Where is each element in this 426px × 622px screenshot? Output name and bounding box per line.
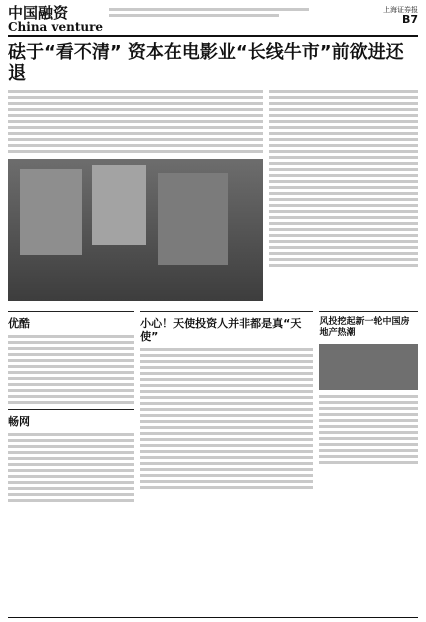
divider (8, 311, 134, 312)
photo-poster-1 (20, 169, 82, 255)
main-story-body (8, 90, 263, 153)
left-title-2: 畅网 (8, 415, 30, 428)
main-story-right (269, 90, 418, 301)
masthead-info-lines (109, 8, 383, 17)
masthead-left (8, 6, 103, 33)
page-number: B7 (401, 13, 418, 26)
main-photo (8, 159, 263, 301)
masthead-rule (8, 35, 418, 37)
left-title-1: 优酷 (8, 317, 30, 330)
masthead-right (383, 6, 418, 24)
divider (140, 311, 313, 312)
bottom-right-column (319, 311, 418, 502)
bottom-section (8, 311, 418, 502)
middle-body (140, 348, 313, 489)
main-story (8, 90, 418, 301)
photo-poster-3 (158, 173, 228, 265)
divider (319, 311, 418, 312)
page-footer-rule (8, 617, 418, 618)
right-body (319, 395, 418, 464)
right-photo (319, 344, 418, 390)
main-story-left (8, 90, 263, 301)
divider (8, 409, 134, 410)
middle-title: 小心！天使投资人并非都是真“天使” (140, 317, 302, 343)
main-headline: 砝于“看不清” 资本在电影业“长线牛市”前欲进还退 (8, 42, 404, 84)
bottom-left-column (8, 311, 134, 502)
masthead (8, 6, 418, 32)
photo-poster-2 (92, 165, 146, 245)
masthead-info (109, 6, 383, 17)
right-title: 风投挖起新一轮中国房地产热潮 (319, 317, 410, 338)
brand-right: 上海证券报 (383, 6, 418, 14)
left-body-2 (8, 433, 134, 502)
main-story-right-body (269, 90, 418, 267)
left-body-1 (8, 335, 134, 404)
paper-logo: 中国融资 (8, 4, 69, 22)
section-en: China venture (8, 20, 104, 34)
bottom-middle-column (140, 311, 313, 502)
